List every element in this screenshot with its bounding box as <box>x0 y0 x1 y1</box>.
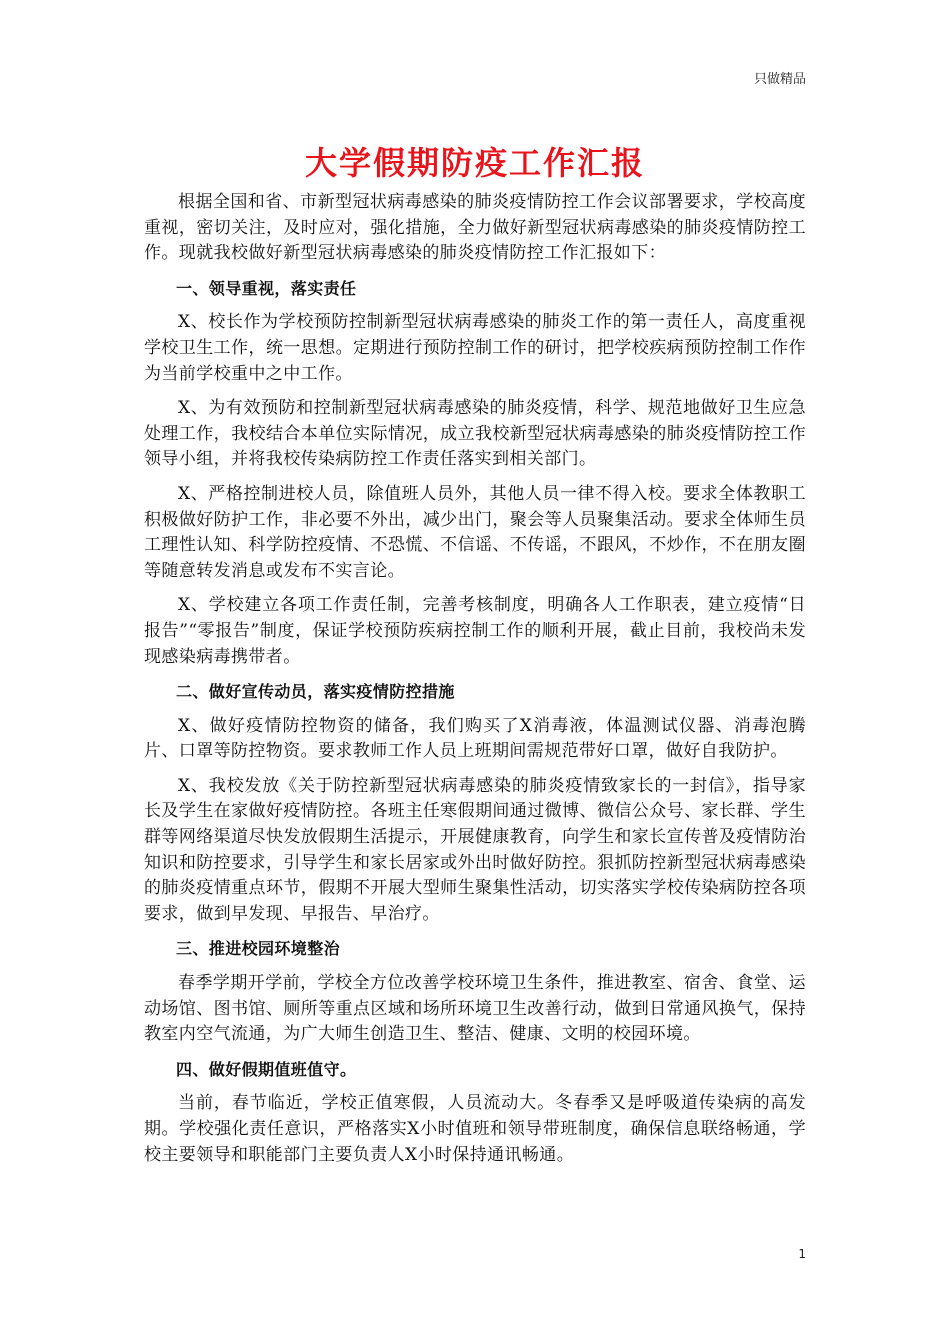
page-number: 1 <box>798 1247 806 1261</box>
intro-paragraph: 根据全国和省、市新型冠状病毒感染的肺炎疫情防控工作会议部署要求，学校高度重视，密切关注，及时应对，强化措施，全力做好新型冠状病毒感染的肺炎疫情防控工作。现就我校做好新型冠状病毒感染的肺炎疫情防控工作汇报如下： <box>144 192 806 264</box>
body-paragraph: X、学校建立各项工作责任制，完善考核制度，明确各人工作职表，建立疫情“日报告”“零报告”制度，保证学校预防疾病控制工作的顺利开展，截止目前，我校尚未发现感染病毒携带者。 <box>144 595 806 667</box>
header-note: 只做精品 <box>753 72 806 87</box>
section-heading: 三、推进校园环境整治 <box>176 939 341 959</box>
body-paragraph: X、我校发放《关于防控新型冠状病毒感染的肺炎疫情致家长的一封信》，指导家长及学生在家做好疫情防控。各班主任寒假期间通过微博、微信公众号、家长群、学生群等网络渠道尽快发放假期生活提示，开展健康教育，向学生和家长宣传普及疫情防治知识和防控要求，引导学生和家长居家或外出时做好防控。狠抓防控新型冠状病毒感染的肺炎疫情重点环节，假期不开展大型师生聚集性活动，切实落实学校传染病防控各项要求，做到早发现、早报告、早治疗。 <box>144 775 806 924</box>
body-paragraph: X、校长作为学校预防控制新型冠状病毒感染的肺炎工作的第一责任人，高度重视学校卫生工作，统一思想。定期进行预防控制工作的研讨，把学校疾病预防控制工作作为当前学校重中之中工作。 <box>144 312 806 384</box>
body-paragraph: 当前，春节临近，学校正值寒假，人员流动大。冬春季又是呼吸道传染病的高发期。学校强化责任意识，严格落实X小时值班和领导带班制度，确保信息联络畅通，学校主要领导和职能部门主要负责人X小时保持通讯畅通。 <box>144 1093 806 1165</box>
section-heading: 二、做好宣传动员，落实疫情防控措施 <box>176 682 455 702</box>
body-paragraph: X、严格控制进校人员，除值班人员外，其他人员一律不得入校。要求全体教职工积极做好防护工作，非必要不外出，减少出门，聚会等人员聚集活动。要求全体师生员工理性认知、科学防控疫情、不恐慌、不信谣、不传谣，不跟风，不炒作，不在朋友圈等随意转发消息或发布不实言论。 <box>144 483 806 581</box>
body-paragraph: X、为有效预防和控制新型冠状病毒感染的肺炎疫情，科学、规范地做好卫生应急处理工作，我校结合本单位实际情况，成立我校新型冠状病毒感染的肺炎疫情防控工作领导小组，并将我校传染病防控工作责任落实到相关部门。 <box>144 398 806 470</box>
body-paragraph: 春季学期开学前，学校全方位改善学校环境卫生条件，推进教室、宿舍、食堂、运动场馆、图书馆、厕所等重点区域和场所环境卫生改善行动，做到日常通风换气，保持教室内空气流通，为广大师生创造卫生、整洁、健康、文明的校园环境。 <box>144 973 806 1045</box>
body-paragraph: X、做好疫情防控物资的储备，我们购买了X消毒液，体温测试仪器、消毒泡腾片、口罩等防控物资。要求教师工作人员上班期间需规范带好口罩，做好自我防护。 <box>144 715 806 762</box>
document-body <box>144 190 806 1177</box>
section-heading: 四、做好假期值班值守。 <box>176 1059 357 1079</box>
document-title: 大学假期防疫工作汇报 <box>304 144 645 182</box>
section-heading: 一、领导重视，落实责任 <box>176 278 357 298</box>
